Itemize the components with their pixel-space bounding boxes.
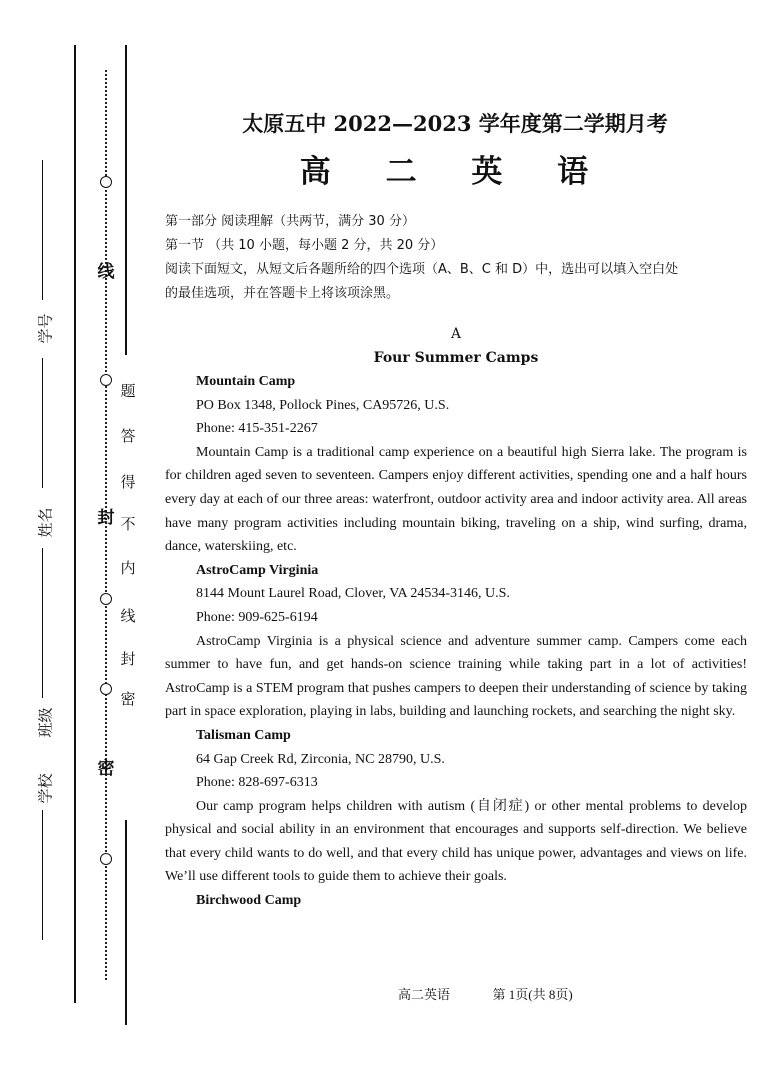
inner-margin-line-bottom (125, 820, 127, 1025)
name-label: 姓名 (36, 507, 55, 538)
seal-char-line: 线 (97, 262, 115, 282)
passage-label: A (451, 326, 461, 342)
directions-line-2: 的最佳选项，并在答题卡上将该项涂黑。 (165, 286, 400, 301)
camp-description: Our camp program helps children with autism (自闭症) or other mental problems to develop physical and social ability in an environment that encourages and supports self-direction. We believe that every child wants to do well, and that every child has unique power, advantages and views on life. We’ll use different tools to guide them to achieve their goals. (165, 798, 747, 885)
notice-char: 内 (120, 559, 136, 577)
directions-line-1: 阅读下面短文，从短文后各题所给的四个选项（A、B、C 和 D）中，选出可以填入空白处 (165, 262, 679, 277)
camp-phone: Phone: 415-351-2267 (196, 421, 318, 437)
notice-char: 封 (120, 650, 136, 668)
binding-hole-circle (100, 374, 112, 386)
camp-name: AstroCamp Virginia (196, 562, 319, 578)
camp-address: 8144 Mount Laurel Road, Clover, VA 24534-3146, U.S. (196, 586, 510, 602)
passage-title: Four Summer Camps (373, 350, 539, 366)
notice-char: 密 (120, 690, 136, 708)
notice-char: 题 (120, 382, 136, 400)
footer-page-number: 第 1页(共 8页) (492, 987, 573, 1002)
binding-hole-circle (100, 593, 112, 605)
camp-phone: Phone: 828-697-6313 (196, 775, 318, 791)
student-id-label: 学号 (36, 313, 55, 344)
school-blank[interactable] (42, 810, 43, 940)
camp-name: Mountain Camp (196, 374, 296, 389)
seal-char-secret: 密 (97, 759, 115, 779)
notice-char: 不 (120, 515, 136, 533)
section-heading: 第一节 （共 10 小题，每小题 2 分，共 20 分） (165, 238, 444, 253)
binding-hole-circle (100, 853, 112, 865)
subject-title: 高 二 英 语 (299, 154, 611, 190)
camp-address: 64 Gap Creek Rd, Zirconia, NC 28790, U.S. (196, 751, 445, 767)
camp-address: PO Box 1348, Pollock Pines, CA95726, U.S. (196, 397, 450, 413)
binding-hole-circle (100, 683, 112, 695)
seal-char-seal: 封 (97, 508, 115, 528)
camp-description: AstroCamp Virginia is a physical science and adventure summer camp. Campers come each summer to have fun, and get hands-on science training while taking part in a lot of activities! AstroCamp is a STEM program that pushes campers to deepen their understanding of science by taking part in space exploration, playing in labs, building and launching rockets, and searching the night sky. (165, 633, 747, 720)
school-label: 学校 (36, 773, 55, 804)
exam-content (165, 210, 747, 913)
notice-char: 线 (120, 607, 136, 625)
name-blank[interactable] (42, 358, 43, 488)
class-label: 班级 (36, 707, 55, 738)
part-heading: 第一部分 阅读理解（共两节，满分 30 分） (165, 214, 415, 229)
camp-description: Mountain Camp is a traditional camp experience on a beautiful high Sierra lake. The program is for children aged seven to seventeen. Campers enjoy different activities, spending one and a half hours every day at each of our three areas: waterfront, outdoor activity area and indoor activity area. All areas have many program activities including mountain biking, traveling on a ship, wind surfing, drama, dance, waterskiing, etc. (165, 444, 747, 555)
page-footer (398, 984, 573, 1003)
camp-name: Talisman Camp (196, 727, 291, 743)
class-blank[interactable] (42, 548, 43, 698)
camp-phone: Phone: 909-625-6194 (196, 609, 318, 625)
notice-char: 得 (120, 473, 136, 491)
notice-char: 答 (120, 427, 136, 445)
exam-title: 太原五中 2022—2023 学年度第二学期月考 (242, 111, 668, 136)
inner-margin-line-top (125, 45, 127, 355)
footer-subject: 高二英语 (398, 987, 451, 1002)
camp-name: Birchwood Camp (196, 893, 302, 909)
